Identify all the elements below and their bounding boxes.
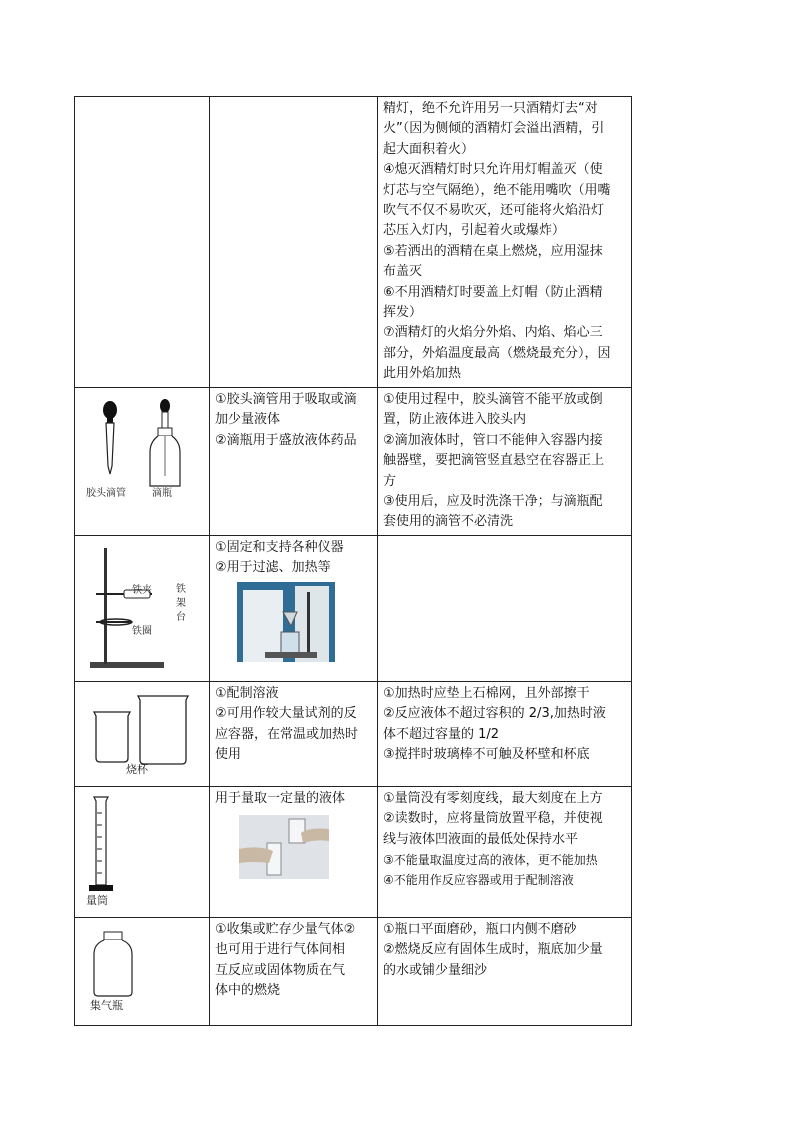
- use-line: 互反应或固体物质在气: [215, 962, 346, 978]
- image-cell: [75, 917, 210, 1025]
- table-row: [75, 535, 632, 681]
- filtration-photo: [237, 582, 335, 662]
- note-line: ⑦酒精灯的火焰分外焰、内焰、焰心三: [383, 325, 603, 341]
- note-line: 芯压入灯内，引起着火或爆炸）: [383, 223, 566, 239]
- image-cell: [75, 97, 210, 388]
- use-line: 加少量液体: [215, 412, 281, 428]
- note-line: ⑤若洒出的酒精在桌上燃烧，应用湿抹: [383, 243, 603, 259]
- note-line: ①量筒没有零刻度线，最大刻度在上方: [383, 790, 603, 806]
- use-cell: [210, 917, 378, 1025]
- use-line: ②可用作较大量试剂的反: [215, 706, 357, 722]
- use-cell: [210, 97, 378, 388]
- measuring-cylinder-caption: 量筒: [86, 893, 108, 907]
- use-line: ②用于过滤、加热等: [215, 560, 331, 576]
- note-line: ④熄灭酒精灯时只允许用灯帽盖灭（使: [383, 162, 603, 178]
- use-line: ①固定和支持各种仪器: [215, 539, 344, 555]
- note-line: 体不超过容量的 1/2: [383, 726, 500, 742]
- iron-stand-label: 台: [176, 611, 186, 623]
- note-cell: [378, 535, 632, 681]
- use-line: ①胶头滴管用于吸取或滴: [215, 392, 357, 407]
- note-line: ②滴加液体时，管口不能伸入容器内接: [383, 432, 603, 448]
- use-line: ①配制溶液: [215, 685, 279, 701]
- apparatus-table: [74, 96, 632, 1026]
- beaker-illustration: [84, 692, 210, 772]
- use-cell: [210, 388, 378, 536]
- note-cell: [378, 786, 632, 917]
- measuring-cylinder-illustration: [86, 793, 126, 897]
- note-line: 置，防止液体进入胶头内: [383, 412, 527, 428]
- note-line: 布盖灭: [383, 264, 423, 280]
- table-row: [75, 786, 632, 917]
- gas-jar-illustration: [90, 930, 140, 1000]
- note-line: ①使用过程中，胶头滴管不能平放或倒: [383, 392, 603, 407]
- use-line: ②滴瓶用于盛放液体药品: [215, 432, 357, 448]
- beaker-caption: 烧杯: [126, 762, 148, 776]
- note-cell: [378, 917, 632, 1025]
- dropper-caption: 胶头滴管: [86, 488, 126, 499]
- image-cell: [75, 535, 210, 681]
- note-line: ④不能用作反应容器或用于配制溶液: [383, 873, 574, 888]
- table-row: [75, 388, 632, 536]
- table-row: [75, 917, 632, 1025]
- use-cell: [210, 786, 378, 917]
- note-line: 线与液体凹液面的最低处保持水平: [383, 831, 579, 847]
- note-cell: [378, 97, 632, 388]
- table-row: [75, 97, 632, 388]
- iron-stand-illustration: [82, 542, 208, 676]
- note-line: ①加热时应垫上石棉网，且外部擦干: [383, 685, 590, 701]
- use-line: 应容器，在常温或加热时: [215, 726, 359, 742]
- note-line: 套使用的滴管不必清洗: [383, 514, 514, 530]
- note-line: ②反应液体不超过容积的 2/3,加热时液: [383, 706, 606, 722]
- note-line: 的水或铺少量细沙: [383, 962, 488, 978]
- note-line: 火”（因为侧倾的酒精灯会溢出酒精，引: [383, 121, 605, 137]
- dropping-bottle-caption: 滴瓶: [152, 488, 172, 499]
- table-row: [75, 681, 632, 786]
- use-cell: [210, 681, 378, 786]
- note-line: ⑥不用酒精灯时要盖上灯帽（防止酒精: [383, 284, 603, 300]
- iron-stand-label: 架: [176, 597, 186, 609]
- use-line: 也可用于进行气体间相: [215, 942, 346, 958]
- note-line: 吹气不仅不易吹灭，还可能将火焰沿灯: [383, 203, 605, 219]
- pouring-photo: [239, 815, 329, 879]
- iron-ring-label: 铁圈: [132, 625, 152, 637]
- image-cell: [75, 786, 210, 917]
- note-line: ③使用后，应及时洗涤干净；与滴瓶配: [383, 494, 603, 510]
- note-line: 挥发）: [383, 305, 423, 321]
- iron-stand-label: 铁: [176, 583, 186, 595]
- note-line: ③搅拌时玻璃棒不可触及杯壁和杯底: [383, 747, 590, 763]
- image-cell: [75, 681, 210, 786]
- note-line: 触器壁，要把滴管竖直悬空在容器正上: [383, 453, 605, 469]
- note-line: 起大面积着火）: [383, 141, 475, 157]
- image-cell: [75, 388, 210, 536]
- note-line: ②读数时，应将量筒放置平稳，并使视: [383, 811, 603, 827]
- use-line: ①收集或贮存少量气体②: [215, 921, 356, 937]
- use-line: 用于量取一定量的液体: [215, 790, 346, 806]
- gas-jar-caption: 集气瓶: [90, 998, 123, 1012]
- note-line: 方: [383, 473, 397, 489]
- note-line: ①瓶口平面磨砂，瓶口内侧不磨砂: [383, 921, 577, 937]
- iron-clamp-label: 铁夹: [132, 584, 152, 596]
- note-line: ③不能量取温度过高的液体，更不能加热: [383, 853, 598, 868]
- note-line: ②燃烧反应有固体生成时，瓶底加少量: [383, 942, 603, 958]
- use-line: 体中的燃烧: [215, 983, 281, 999]
- note-line: 部分，外焰温度最高（燃烧最充分），因: [383, 345, 611, 361]
- use-cell: [210, 535, 378, 681]
- note-line: 此用外焰加热: [383, 366, 462, 382]
- use-line: 使用: [215, 747, 242, 763]
- note-line: 灯芯与空气隔绝），绝不能用嘴吹（用嘴: [383, 182, 611, 198]
- note-cell: [378, 388, 632, 536]
- note-cell: [378, 681, 632, 786]
- note-line: 精灯，绝不允许用另一只酒精灯去“对: [383, 101, 598, 116]
